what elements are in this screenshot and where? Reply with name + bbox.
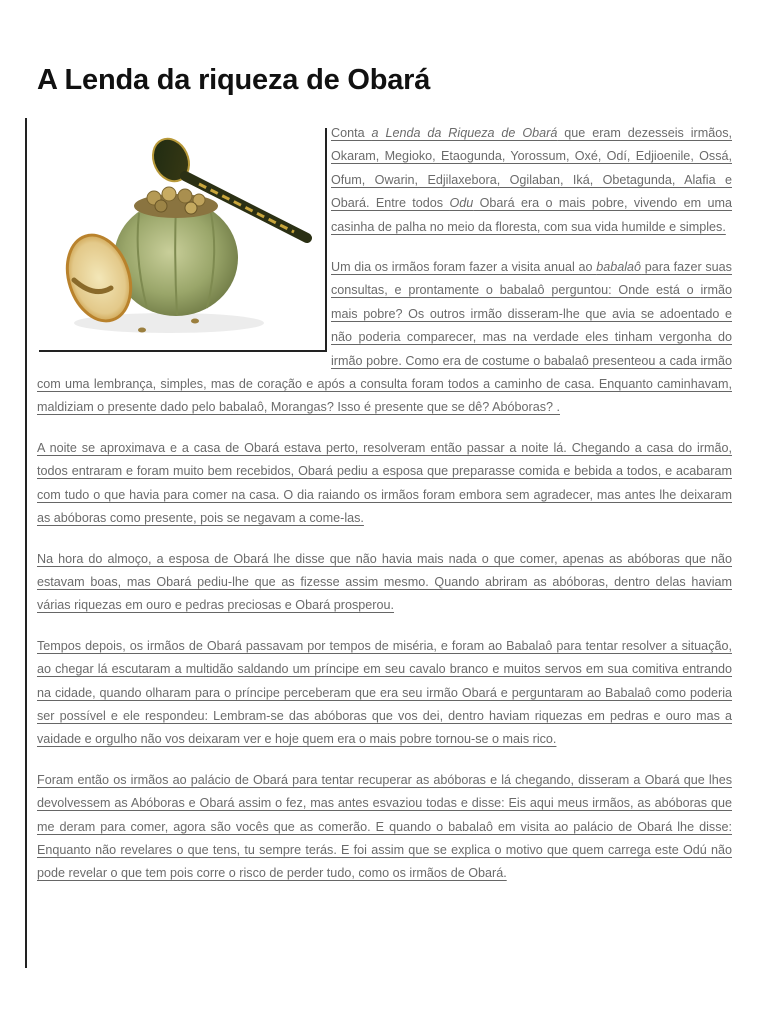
paragraph-2: Um dia os irmãos foram fazer a visita anual ao babalaô para fazer suas consultas, e prontamente o babalaô perguntou: Onde está o irmão mais pobre? Os outros irmão disseram-lhe que avia se adoentado e não poderia comparecer, mas na verdade eles tinham vergonha do irmão pobre. Como era de costume o babalaô presenteou a cada irmão com uma lembrança, simples, mas de coração e após a consulta foram todos a caminho de casa. Enquanto caminhavam, maldiziam o presente dado pelo babalaô, Morangas? Isso é presente que se dê? Abóboras? .: [37, 260, 732, 415]
pumpkin-with-coins-icon: [39, 128, 325, 350]
paragraph-3: A noite se aproximava e a casa de Obará estava perto, resolveram então passar a noite lá. Chegando a casa do irmão, todos entraram e foram muito bem recebidos, Obará pediu a esposa que preparasse comida e bebida a todos, e acabaram com tudo o que havia para comer na casa. O dia raiando os irmãos foram embora sem agradecer, mas antes lhe deixaram as abóboras como presente, pois se negavam a come-las.: [37, 440, 732, 526]
paragraph-1: Conta a Lenda da Riqueza de Obará que eram dezesseis irmãos, Okaram, Megioko, Etaogunda, Yorossum, Oxé, Odí, Edjioenile, Ossá, Ofum, Owarin, Edjilaxebora, Ogilaban, Iká, Obetagunda, Alafia e Obará. Entre todos Odu Obará era o mais pobre, vivendo em uma casinha de palha no meio da floresta, com sua vida humilde e simples.: [331, 126, 733, 234]
article-body: [37, 122, 732, 903]
left-border-line: [25, 118, 27, 968]
paragraph-4: Na hora do almoço, a esposa de Obará lhe disse que não havia mais nada o que comer, apenas as abóboras que não estavam boas, mas Obará pediu-lhe que as fizesse assim mesmo. Quando abriram as abóboras, dentro delas haviam várias riquezas em ouro e pedras preciosas e Obará prosperou.: [37, 551, 732, 613]
paragraph-6: Foram então os irmãos ao palácio de Obará para tentar recuperar as abóboras e lá chegando, disseram a Obará que lhes devolvessem as Abóboras e Obará assim o fez, mas antes esvaziou todas e disse: Eis aqui meus irmãos, as abóboras que me deram para comer, agora são vocês que as comerão. E quando o babalaô em visita ao palácio de Obará lhe disse: Enquanto não revelares o que tens, tu sempre terás. E foi assim que se explica o motivo que quem carrega este Odú não pode revelar o que tem pois corre o risco de perder tudo, como os irmãos de Obará.: [37, 772, 732, 881]
pumpkin-coins-image: [39, 128, 327, 352]
page-title: A Lenda da riqueza de Obará: [37, 64, 431, 96]
paragraph-5: Tempos depois, os irmãos de Obará passavam por tempos de miséria, e foram ao Babalaô para tentar resolver a situação, ao chegar lá escutaram a multidão saldando um príncipe em seu cavalo branco e muitos servos em sua comitiva entrando na cidade, quando olharam para o príncipe perceberam que era seu irmão Obará e perguntaram ao Babalaô como poderia ser possível e ele respondeu: Lembram-se das abóboras que vos dei, dentro haviam riquezas em pedras e ouro mas a vaidade e orgulho não vos deixaram ver e hoje quem era o mais pobre tornou-se o mais rico.: [37, 638, 732, 747]
